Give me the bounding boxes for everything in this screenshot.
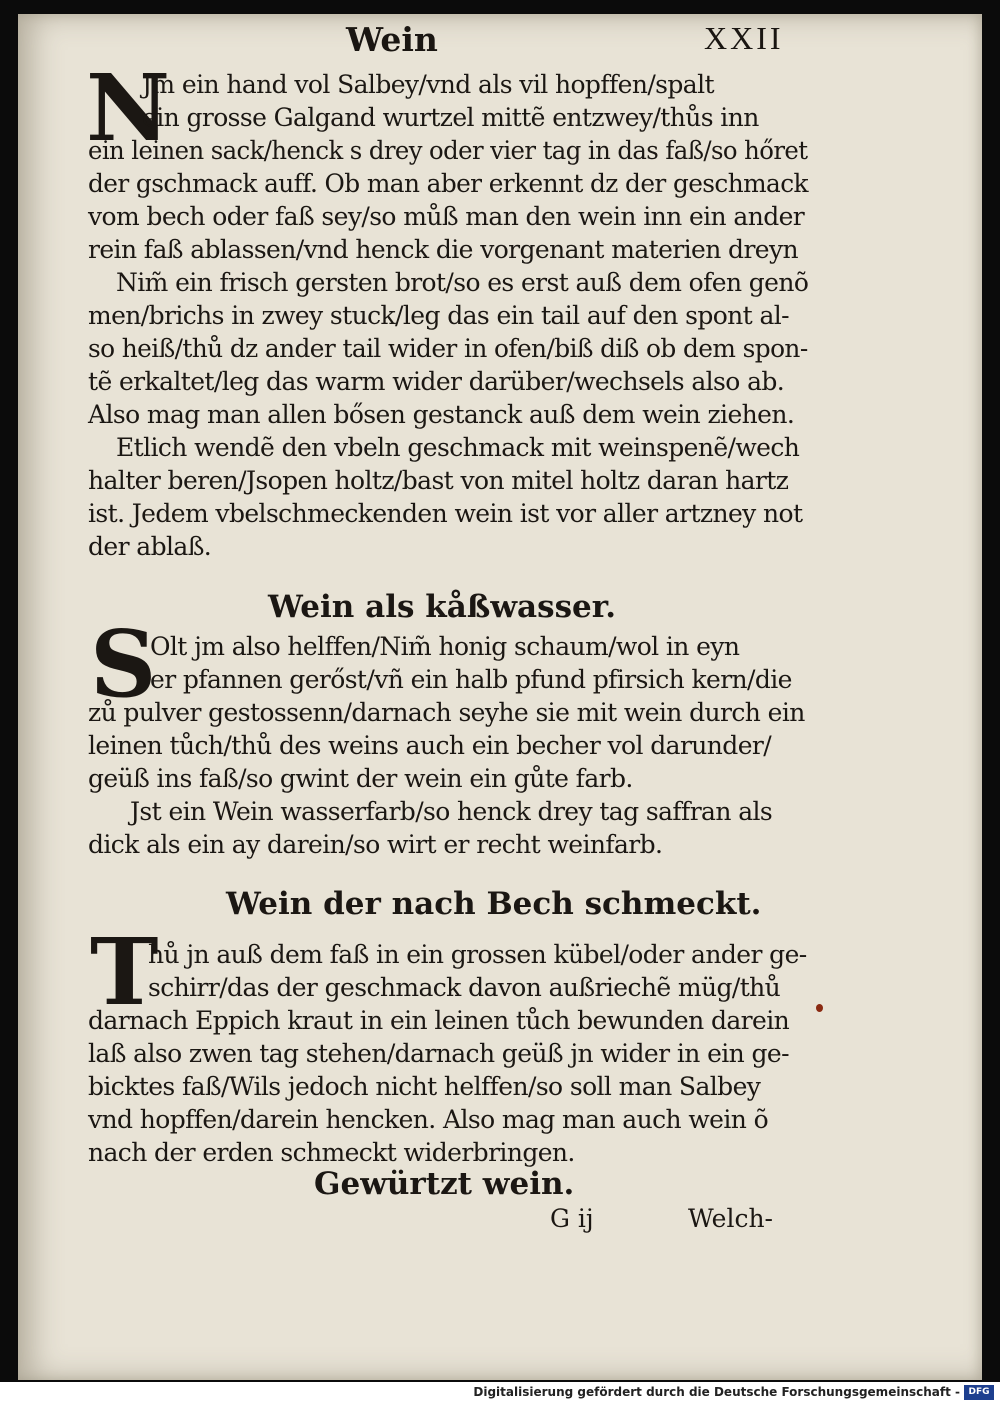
text-line: darnach Eppich kraut in ein leinen tůch bewunden darein [88,1006,790,1035]
text-line: rein faß ablassen/vnd henck die vorgenant materien dreyn [88,235,799,264]
text-line: leinen tůch/thů des weins auch ein becher vol darunder/ [88,731,772,760]
text-line: Jst ein Wein wasserfarb/so henck drey tag saffran als [130,797,773,826]
section-heading: Gewürtzt wein. [314,1166,575,1202]
text-line: er pfannen gerőst/vñ ein halb pfund pfirsich kern/die [150,665,792,694]
text-line: dick als ein ay darein/so wirt er recht weinfarb. [88,830,663,859]
book-page [18,14,982,1380]
text-line: Olt jm also helffen/Nim̃ honig schaum/wol in eyn [150,632,740,661]
text-line: ein grosse Galgand wurtzel mittẽ entzwey/thůs inn [142,103,759,132]
text-line: halter beren/Jsopen holtz/bast von mitel holtz daran hartz [88,466,789,495]
folio-number: XXII [704,20,784,56]
credit-text: Digitalisierung gefördert durch die Deutsche Forschungsgemeinschaft - [473,1385,960,1399]
drop-initial-s: S [90,610,157,718]
text-line: ein leinen sack/henck s drey oder vier tag in das faß/so hőret [88,136,808,165]
signature-mark: G ij [550,1204,594,1233]
text-line: geüß ins faß/so gwint der wein ein gůte farb. [88,764,633,793]
dfg-logo: DFG [964,1385,994,1400]
text-line: Nim̃ ein frisch gersten brot/so es erst auß dem ofen genõ [116,268,809,297]
text-line: der gschmack auff. Ob man aber erkennt dz der geschmack [88,169,808,198]
credit-bar [0,1382,1000,1404]
text-line: vom bech oder faß sey/so můß man den wein inn ein ander [88,202,805,231]
ink-speck [816,1004,823,1012]
text-line: so heiß/thů dz ander tail wider in ofen/biß diß ob dem spon- [88,334,808,363]
text-line: zů pulver gestossenn/darnach seyhe sie mit wein durch ein [88,698,805,727]
drop-initial-n: N [86,54,171,162]
running-head: Wein [346,20,438,59]
section-heading: Wein als kåßwasser. [268,589,617,625]
text-line: Also mag man allen bősen gestanck auß dem wein ziehen. [88,400,795,429]
text-line: hů jn auß dem faß in ein grossen kübel/oder ander ge- [148,940,807,969]
text-line: laß also zwen tag stehen/darnach geüß jn wider in ein ge- [88,1039,789,1068]
text-line: nach der erden schmeckt widerbringen. [88,1138,575,1167]
text-line: ist. Jedem vbelschmeckenden wein ist vor aller artzney not [88,499,803,528]
text-line: men/brichs in zwey stuck/leg das ein tail auf den spont al- [88,301,790,330]
text-line: schirr/das der geschmack davon außriechẽ müg/thů [148,973,781,1002]
text-line: vnd hopffen/darein hencken. Also mag man auch wein õ [88,1105,769,1134]
text-line: der ablaß. [88,532,212,561]
catchword: Welch- [688,1204,773,1233]
text-line: Jm ein hand vol Salbey/vnd als vil hopffen/spalt [142,70,714,99]
text-line: Etlich wendẽ den vbeln geschmack mit weinspenẽ/wech [116,433,800,462]
section-heading: Wein der nach Bech schmeckt. [226,886,762,922]
text-line: bicktes faß/Wils jedoch nicht helffen/so soll man Salbey [88,1072,761,1101]
text-line: tẽ erkaltet/leg das warm wider darüber/wechsels also ab. [88,367,785,396]
drop-initial-t: T [90,918,159,1026]
